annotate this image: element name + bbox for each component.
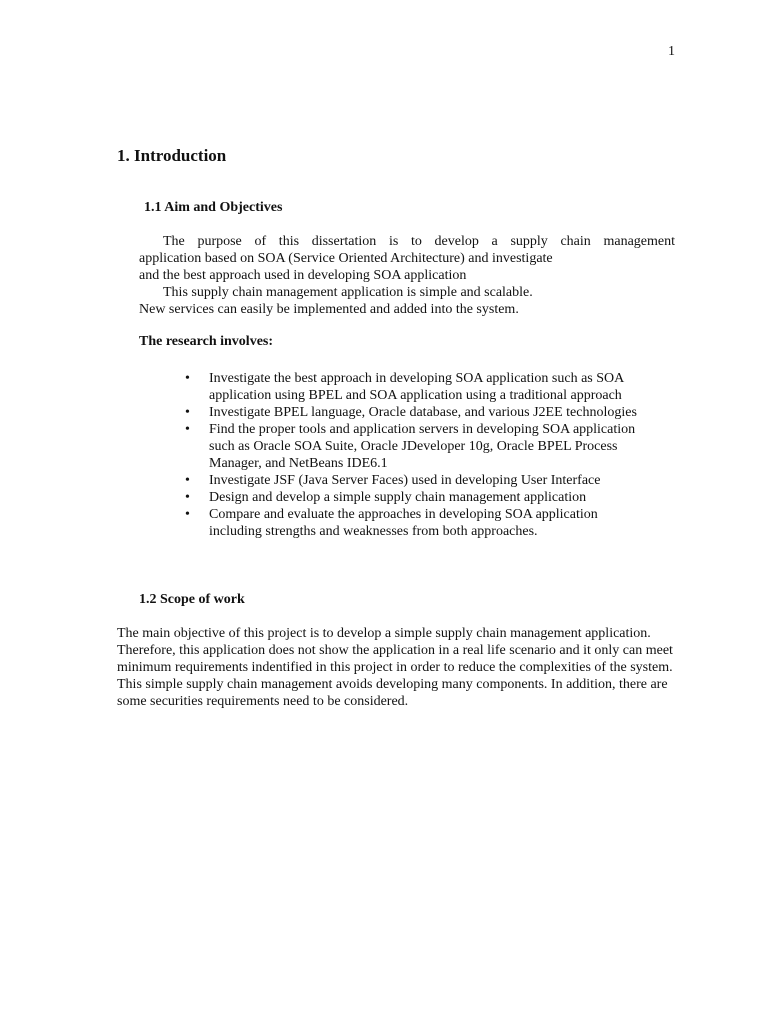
page-number: 1 xyxy=(668,44,675,59)
list-item-text: Design and develop a simple supply chain management application xyxy=(209,490,587,505)
scope-paragraph: The main objective of this project is to develop a simple supply chain management application. Therefore, this application does not show the application in a real life scenario and it only can meet minimum requirements indentified in this project in order to reduce the complexities of the system. This simple supply chain management avoids developing many components. In addition, there are some securities requirements need to be considered. xyxy=(117,626,673,709)
aim-line: application based on SOA (Service Oriented Architecture) and investigate xyxy=(139,251,553,266)
list-item-text: Investigate the best approach in developing SOA application such as SOA application using BPEL and SOA application using a traditional approach xyxy=(209,371,624,403)
list-item xyxy=(185,421,645,472)
section-heading: 1. Introduction xyxy=(117,146,227,165)
list-item xyxy=(185,472,645,489)
bullet-icon: • xyxy=(185,405,190,420)
aim-line: This supply chain management application is simple and scalable. xyxy=(163,285,533,300)
aim-line: and the best approach used in developing SOA application xyxy=(139,268,467,283)
aim-line: The purpose of this dissertation is to develop a supply chain management xyxy=(163,234,675,249)
list-item-text: Find the proper tools and application servers in developing SOA application such as Oracle SOA Suite, Oracle JDeveloper 10g, Oracle BPEL Process Manager, and NetBeans IDE6.1 xyxy=(209,422,636,471)
research-list xyxy=(185,370,645,540)
list-item-text: Investigate JSF (Java Server Faces) used in developing User Interface xyxy=(209,473,601,488)
scope-heading: 1.2 Scope of work xyxy=(139,592,245,607)
bullet-icon: • xyxy=(185,371,190,386)
list-item xyxy=(185,404,645,421)
list-item xyxy=(185,489,645,506)
aim-heading: 1.1 Aim and Objectives xyxy=(144,200,283,215)
research-heading: The research involves: xyxy=(139,334,274,349)
list-item xyxy=(185,506,645,540)
list-item-text: Compare and evaluate the approaches in developing SOA application including strengths and weaknesses from both approaches. xyxy=(209,507,598,539)
list-item xyxy=(185,370,645,404)
bullet-icon: • xyxy=(185,422,190,437)
bullet-icon: • xyxy=(185,507,190,522)
aim-line: New services can easily be implemented and added into the system. xyxy=(139,302,519,317)
bullet-icon: • xyxy=(185,490,190,505)
bullet-icon: • xyxy=(185,473,190,488)
list-item-text: Investigate BPEL language, Oracle database, and various J2EE technologies xyxy=(209,405,637,420)
aim-paragraph xyxy=(139,233,675,318)
